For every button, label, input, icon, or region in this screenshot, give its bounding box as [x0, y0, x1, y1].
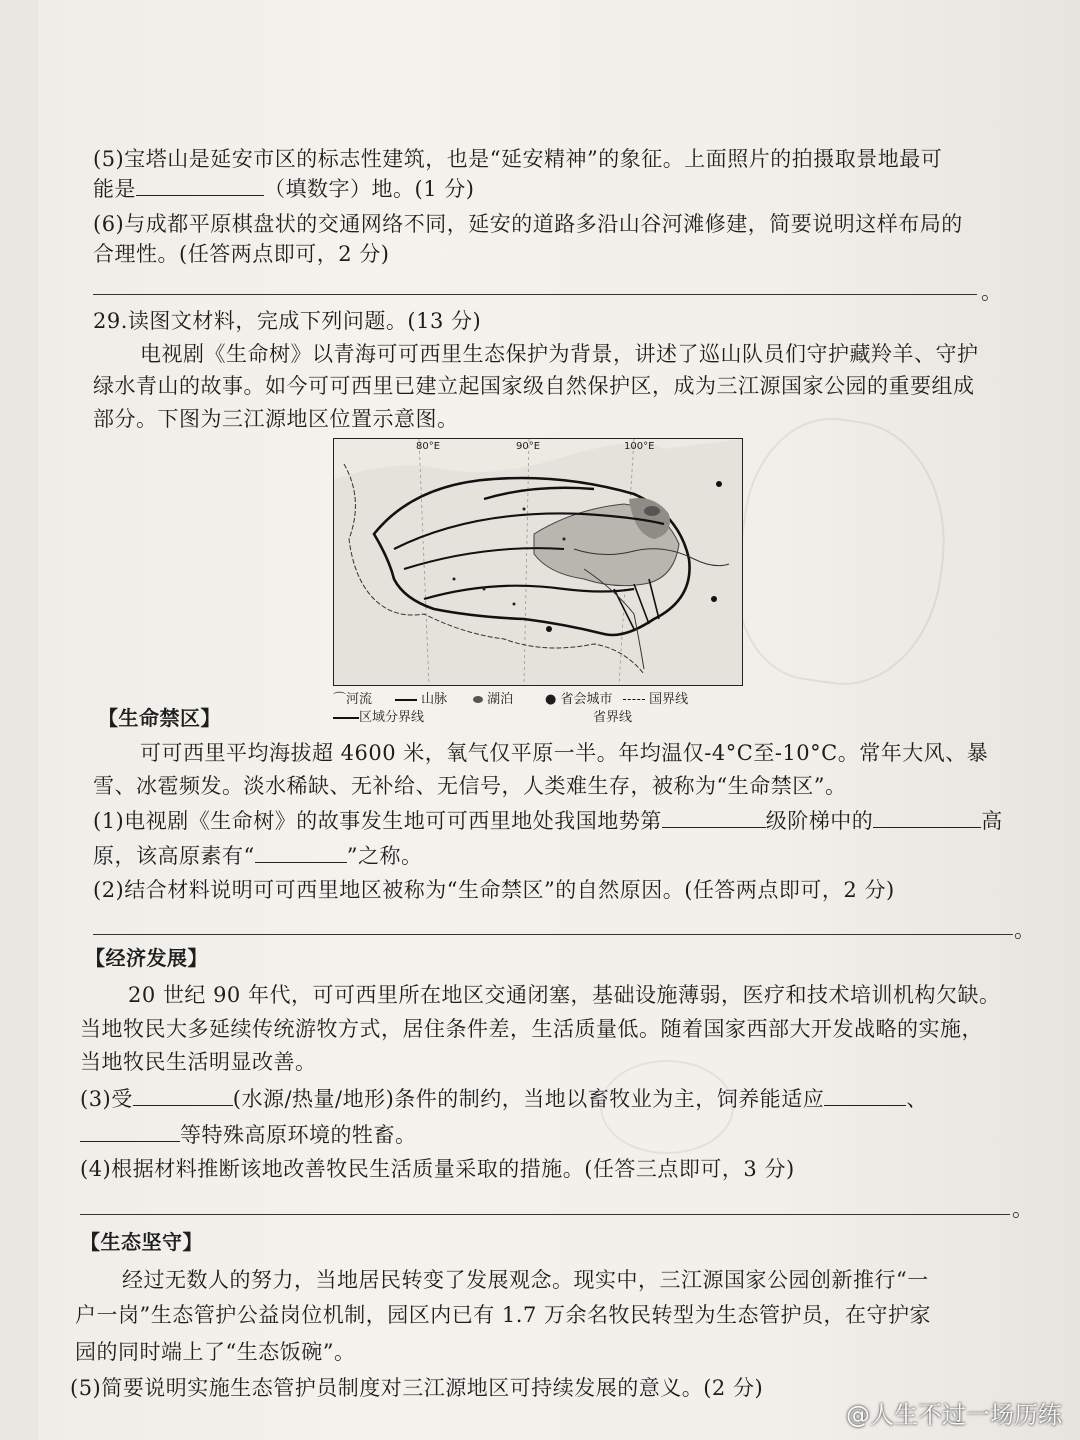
legend-province-border [593, 706, 632, 725]
answer-blank-q29-3-env2[interactable] [80, 1123, 180, 1142]
q28-5-prefix: 能是 [93, 177, 136, 201]
legend-river-label: 河流 [346, 692, 373, 707]
legend-region-boundary-label: 区域分界线 [359, 710, 425, 725]
answer-line-q28-6[interactable] [93, 294, 977, 295]
legend-capital-label: 省会城市 [560, 692, 613, 707]
answer-blank-q29-3-env1[interactable] [824, 1087, 906, 1106]
map-drawing [334, 439, 742, 685]
mountain-symbol-icon [395, 699, 417, 701]
q29-1-text-e: ”之称。 [346, 844, 423, 868]
region-boundary-icon [333, 717, 359, 719]
section3-text-3: 园的同时端上了“生态饭碗”。 [75, 1340, 356, 1364]
map-lon-label-100: 100°E [624, 441, 655, 452]
weibo-watermark: @人生不过一场历练 [846, 1401, 1062, 1429]
answer-line-q29-2[interactable] [93, 934, 1013, 935]
national-border-icon [623, 699, 645, 700]
q29-3-text-d: 等特殊高原环境的牲畜。 [180, 1123, 417, 1147]
section-heading-ecological-guardianship: 【生态坚守】 [80, 1230, 203, 1254]
q29-1-text-a: (1)电视剧《生命树》的故事发生地可可西里地处我国地势第 [93, 809, 662, 833]
map-lon-label-90: 90°E [516, 441, 541, 452]
answer-blank-q29-1-nickname[interactable] [255, 844, 347, 863]
answer-blank-q29-1-plateau[interactable] [873, 809, 981, 828]
q29-intro-2: 绿水青山的故事。如今可可西里已建立起国家级自然保护区，成为三江源国家公园的重要组成 [93, 374, 975, 398]
section-heading-economic-development: 【经济发展】 [85, 946, 208, 970]
section2-text-2: 当地牧民大多延续传统游牧方式，居住条件差，生活质量低。随着国家西部大开发战略的实施， [80, 1017, 983, 1041]
legend-mountain-label: 山脉 [421, 692, 448, 707]
q29-3-text-b: (水源/热量/地形)条件的制约，当地以畜牧业为主，饲养能适应 [232, 1087, 825, 1111]
legend-region-boundary [333, 706, 424, 725]
legend-capital [545, 688, 613, 707]
q29-1-line1 [93, 805, 1003, 835]
sanjiangyuan-location-map [333, 438, 743, 686]
q29-intro-1: 电视剧《生命树》以青海可可西里生态保护为背景，讲述了巡山队员们守护藏羚羊、守护 [140, 342, 979, 366]
capital-city-icon: ● [545, 692, 557, 707]
q29-1-line2 [93, 840, 423, 870]
answer-blank-q29-1-step[interactable] [662, 809, 766, 828]
legend-province-border-label: 省界线 [593, 710, 633, 725]
q29-4: (4)根据材料推断该地改善牧民生活质量采取的措施。(任答三点即可，3 分) [80, 1157, 795, 1181]
answer-blank-q29-3-condition[interactable] [133, 1087, 233, 1106]
q29-1-text-b: 级阶梯中的 [765, 809, 874, 833]
q29-3-text-a: (3)受 [80, 1087, 133, 1111]
q29-3-line2 [80, 1119, 417, 1149]
section3-text-1: 经过无数人的努力，当地居民转变了发展观念。现实中，三江源国家公园创新推行“一 [122, 1268, 929, 1292]
q29-5: (5)简要说明实施生态管护员制度对三江源地区可持续发展的意义。(2 分) [70, 1376, 764, 1400]
q28-5-line1: (5)宝塔山是延安市区的标志性建筑，也是“延安精神”的象征。上面照片的拍摄取景地最可 [93, 147, 943, 171]
section1-text-2: 雪、冰雹频发。淡水稀缺、无补给、无信号，人类难生存，被称为“生命禁区”。 [93, 774, 847, 798]
q29-title: 29.读图文材料，完成下列问题。(13 分) [93, 309, 482, 333]
answer-blank-q28-5[interactable] [136, 177, 264, 196]
legend-national-border-label: 国界线 [649, 692, 689, 707]
end-mark: 。 [981, 280, 1003, 304]
q28-5-line2 [93, 173, 474, 203]
legend-river [333, 688, 372, 707]
section2-text-3: 当地牧民生活明显改善。 [80, 1050, 317, 1074]
map-lon-label-80: 80°E [416, 441, 441, 452]
legend-lake-label: 湖泊 [487, 692, 514, 707]
q29-1-text-d: 原，该高原素有“ [93, 844, 255, 868]
river-symbol-icon: ⌒ [333, 692, 347, 707]
q28-6-line2: 合理性。(任答两点即可，2 分) [93, 242, 390, 266]
legend-national-border [623, 688, 688, 707]
answer-line-q29-4[interactable] [80, 1214, 1010, 1215]
legend-mountain [395, 688, 447, 707]
q29-3-line1 [80, 1083, 928, 1113]
q29-2: (2)结合材料说明可可西里地区被称为“生命禁区”的自然原因。(任答两点即可，2 分) [93, 878, 895, 902]
section-heading-forbidden-zone: 【生命禁区】 [98, 706, 221, 730]
end-mark-q29-2: 。 [1014, 918, 1036, 942]
q29-1-text-c: 高 [981, 809, 1003, 833]
end-mark-q29-4: 。 [1012, 1197, 1034, 1221]
map-legend [333, 688, 753, 724]
legend-lake [473, 688, 513, 707]
section1-text-1: 可可西里平均海拔超 4600 米，氧气仅平原一半。年均温仅-4°C至-10°C。常年大风、暴 [140, 741, 989, 765]
q28-5-suffix: （填数字）地。(1 分) [264, 177, 475, 201]
section2-text-1: 20 世纪 90 年代，可可西里所在地区交通闭塞，基础设施薄弱，医疗和技术培训机构欠缺。 [128, 983, 1001, 1007]
q29-intro-3: 部分。下图为三江源地区位置示意图。 [93, 407, 459, 431]
section3-text-2: 户一岗”生态管护公益岗位机制，园区内已有 1.7 万余名牧民转型为生态管护员，在守护家 [75, 1303, 931, 1327]
q29-3-text-c: 、 [906, 1087, 928, 1111]
lake-symbol-icon [473, 696, 483, 703]
q28-6-line1: (6)与成都平原棋盘状的交通网络不同，延安的道路多沿山谷河滩修建，简要说明这样布局的 [93, 212, 963, 236]
